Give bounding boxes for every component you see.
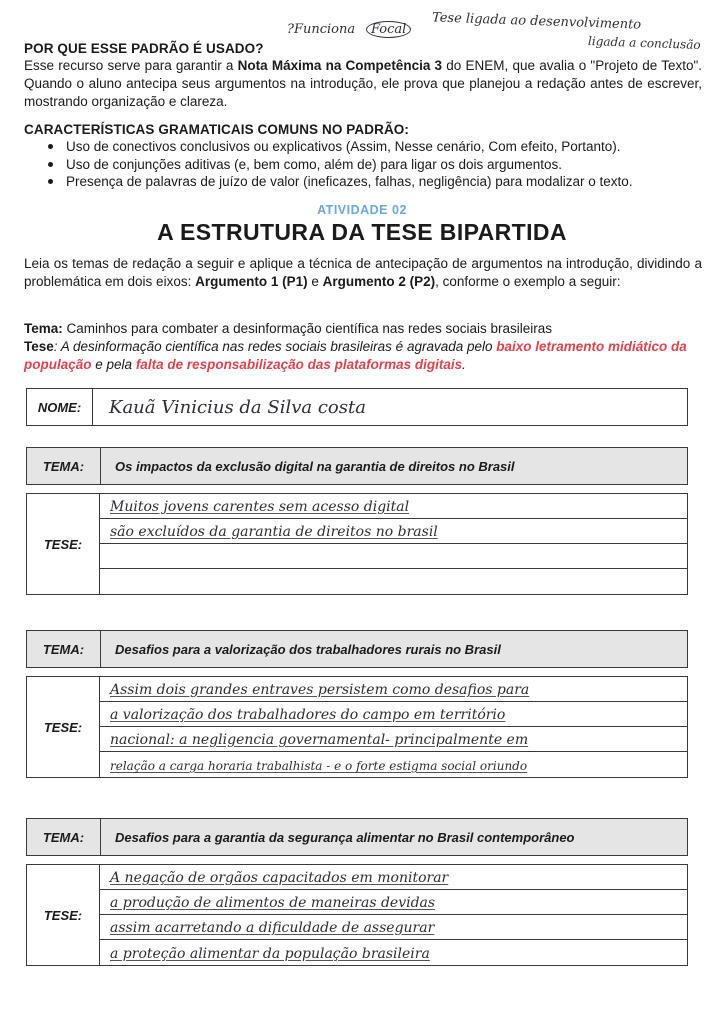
tese-line-text: a produção de alimentos de maneiras devidas <box>110 895 436 911</box>
example-tema-label: Tema: <box>24 321 63 336</box>
tese-line[interactable] <box>100 702 687 727</box>
activity-label: ATIVIDADE 02 <box>317 203 407 217</box>
grammar-heading: CARACTERÍSTICAS GRAMATICAIS COMUNS NO PADRÃO: <box>24 122 409 137</box>
tese-area <box>26 676 688 778</box>
activity-title: A ESTRUTURA DA TESE BIPARTIDA <box>157 219 567 245</box>
example-tese-text-1: : A desinformação científica nas redes sociais brasileiras é agravada pelo <box>53 339 497 354</box>
name-box <box>26 388 688 426</box>
example-tese-label: Tese <box>24 339 54 354</box>
tese-line[interactable] <box>100 865 687 890</box>
activity-intro <box>24 255 702 291</box>
tese-area <box>26 493 688 595</box>
tese-line-text: relação a carga horaria trabalhista - e o forte estigma social oriundo <box>110 759 528 773</box>
tese-area <box>26 864 688 966</box>
tese-line[interactable] <box>100 677 687 702</box>
tese-label: TESE: <box>26 493 100 595</box>
why-heading: POR QUE ESSE PADRÃO É USADO? <box>24 41 264 56</box>
tese-line[interactable] <box>100 494 687 519</box>
tese-line-text: Assim dois grandes entraves persistem como desafios para <box>110 682 530 698</box>
name-label: NOME: <box>27 389 93 425</box>
tema-title: Desafios para a garantia da segurança alimentar no Brasil contemporâneo <box>115 829 575 845</box>
why-paragraph <box>24 57 702 111</box>
tese-line[interactable] <box>100 890 687 915</box>
example-tema-text: Caminhos para combater a desinformação científica nas redes sociais brasileiras <box>62 321 552 336</box>
tese-line[interactable] <box>100 752 687 777</box>
list-item: Uso de conjunções aditivas (e, bem como, além de) para ligar os dois argumentos. <box>44 156 704 174</box>
handwritten-note-tese: Tese ligada ao desenvolvimento <box>431 10 642 33</box>
tema-title: Os impactos da exclusão digital na garantia de direitos no Brasil <box>115 458 515 474</box>
example-tese <box>24 338 704 374</box>
tese-line-text: nacional: a negligencia governamental- principalmente em <box>110 732 529 748</box>
tese-lines <box>100 493 688 595</box>
tese-line-text: a proteção alimentar da população brasileira <box>110 946 430 962</box>
list-item: Uso de conectivos conclusivos ou explicativos (Assim, Nesse cenário, Com efeito, Portanto). <box>44 138 704 156</box>
tese-line-text: a valorização dos trabalhadores do campo em território <box>110 707 506 723</box>
tema-label: TEMA: <box>27 631 101 667</box>
why-text-2: do ENEM, que avalia o "Projeto de Texto". Quando o aluno antecipa seus argumentos na introdução, ele prova que planejou a redação antes de escrever, mostrando organização e clareza. <box>24 58 703 109</box>
list-item: Presença de palavras de juízo de valor (ineficazes, falhas, negligência) para modalizar o texto. <box>44 173 704 191</box>
tema-row <box>26 447 688 485</box>
example-tese-text-2: e pela <box>91 357 136 372</box>
tese-label: TESE: <box>26 676 100 778</box>
tese-line[interactable] <box>100 727 687 752</box>
tese-lines <box>100 676 688 778</box>
intro-text-1: Leia os temas de redação a seguir e aplique a técnica de antecipação de argumentos na introdução, dividindo a problemática em dois eixos: <box>24 256 702 289</box>
intro-text-2: e <box>307 274 323 289</box>
handwritten-note-funciona: ?Funciona <box>287 22 356 37</box>
tese-lines <box>100 864 688 966</box>
handwritten-note-focal: Focal <box>366 21 411 38</box>
example-tese-text-3: . <box>462 357 466 372</box>
tema-row <box>26 818 688 856</box>
why-text-bold: Nota Máxima na Competência 3 <box>237 58 443 73</box>
tese-line[interactable] <box>100 940 687 965</box>
handwritten-note-conclusao: ligada a conclusão <box>587 34 701 52</box>
example-highlight-2: falta de responsabilização das plataformas digitais <box>135 357 463 372</box>
tema-title: Desafios para a valorização dos trabalhadores rurais no Brasil <box>115 641 501 657</box>
argument-1-label: Argumento 1 (P1) <box>195 274 308 289</box>
tese-line-text: A negação de orgãos capacitados em monitorar <box>110 870 449 886</box>
tese-label: TESE: <box>26 864 100 966</box>
why-text-1: Esse recurso serve para garantir a <box>24 58 238 73</box>
tese-line-text: Muitos jovens carentes sem acesso digital <box>110 499 410 515</box>
argument-2-label: Argumento 2 (P2) <box>322 274 436 289</box>
tese-line[interactable] <box>100 519 687 544</box>
example-highlight-1: baixo letramento midiático da população <box>24 339 687 372</box>
tese-line[interactable] <box>100 569 687 594</box>
tema-label: TEMA: <box>27 448 101 484</box>
tema-label: TEMA: <box>27 819 101 855</box>
intro-text-3: , conforme o exemplo a seguir: <box>435 274 621 289</box>
name-field[interactable]: Kauã Vinicius da Silva costa <box>109 396 366 418</box>
example-tema <box>24 321 552 336</box>
grammar-list <box>44 138 704 191</box>
tese-line[interactable] <box>100 915 687 940</box>
tese-line-text: assim acarretando a dificuldade de assegurar <box>110 920 435 936</box>
tese-line[interactable] <box>100 544 687 569</box>
tese-line-text: são excluídos da garantia de direitos no brasil <box>110 524 438 540</box>
tema-row <box>26 630 688 668</box>
